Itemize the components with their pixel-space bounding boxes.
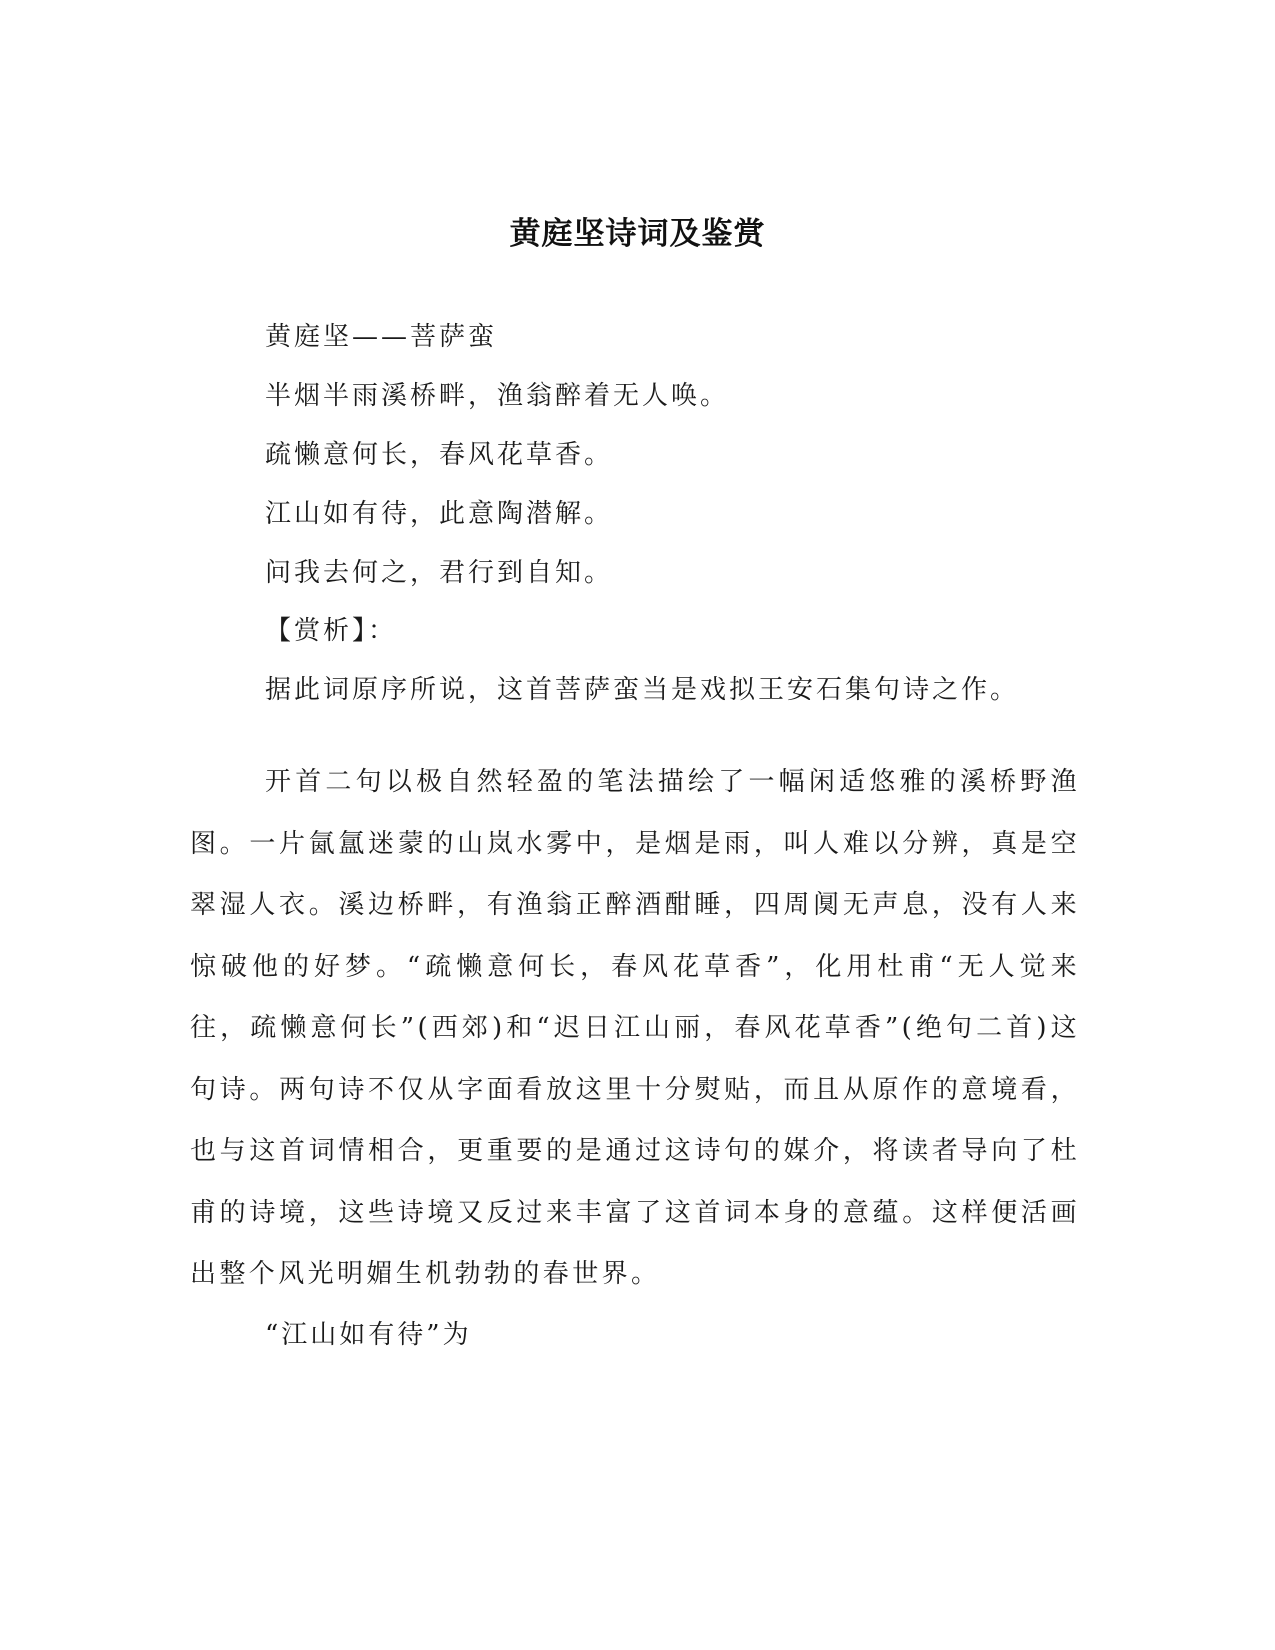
appreciation-paragraph: 开首二句以极自然轻盈的笔法描绘了一幅闲适悠雅的溪桥野渔图。一片氤氲迷蒙的山岚水雾中，是烟是雨，叫人难以分辨，真是空翠湿人衣。溪边桥畔，有渔翁正醉酒酣睡，四周阒无声息，没有人来惊破他的好梦。“疏懒意何长，春风花草香”，化用杜甫“无人觉来往，疏懒意何长”(西郊)和“迟日江山丽，春风花草香”(绝句二首)这句诗。两句诗不仅从字面看放这里十分熨贴，而且从原作的意境看，也与这首词情相合，更重要的是通过这诗句的媒介，将读者导向了杜甫的诗境，这些诗境又反过来丰富了这首词本身的意蕴。这样便活画出整个风光明媚生机勃勃的春世界。 (190, 767, 1080, 1289)
poem-line-1: 半烟半雨溪桥畔，渔翁醉着无人唤。 (265, 381, 730, 411)
appreciation-intro: 据此词原序所说，这首菩萨蛮当是戏拟王安石集句诗之作。 (265, 675, 1020, 705)
poem-line-3: 江山如有待，此意陶潜解。 (265, 499, 614, 529)
appreciation-label: 【赏析】： (265, 616, 398, 646)
poem-line-2: 疏懒意何长，春风花草香。 (265, 440, 614, 470)
appreciation-trailing: “江山如有待”为 (265, 1320, 472, 1350)
poem-line-4: 问我去何之，君行到自知。 (265, 558, 614, 588)
poem-heading: 黄庭坚——菩萨蛮 (265, 322, 498, 352)
document-title: 黄庭坚诗词及鉴赏 (509, 216, 766, 252)
